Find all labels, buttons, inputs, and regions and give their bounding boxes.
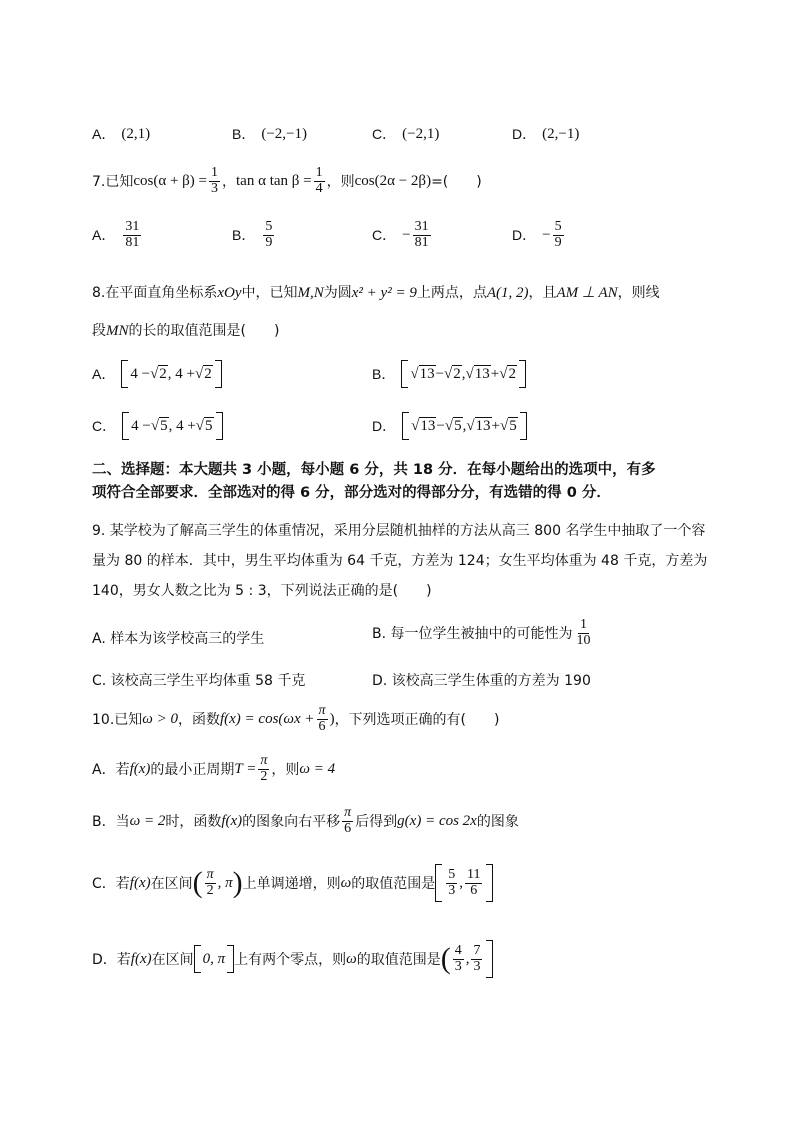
fraction	[575, 618, 593, 648]
right-bracket	[486, 864, 493, 902]
radicand: 2	[508, 366, 516, 382]
numerator: 31	[125, 219, 140, 234]
option-text: 的最小正周期	[150, 762, 235, 779]
fraction	[471, 944, 482, 974]
denominator: 9	[265, 234, 273, 250]
denominator: 2	[260, 768, 268, 784]
q8-text: 的长的取值范围是( )	[128, 323, 280, 339]
left-bracket	[402, 412, 409, 440]
denominator: 81	[414, 234, 429, 250]
q10-text: ，函数	[177, 712, 220, 729]
math: g(x) = cos 2x	[397, 812, 477, 829]
math: +	[490, 365, 500, 382]
q10-math: )	[329, 710, 335, 727]
numerator: 11	[466, 866, 481, 882]
option-text: ，则	[271, 762, 300, 779]
q10-option-c: C．若 f(x) 在区间 ( $\frac{\pi}{2}$ , π ) 上单调递增，则 ω 的取值范围是 $\frac{5}{3}$ , $\frac{11}{6}$	[92, 864, 493, 902]
q7-math: cos(α + β) =	[133, 172, 208, 189]
q8-math: A(1, 2)	[486, 285, 529, 301]
numerator: 5	[554, 219, 562, 234]
minus-sign: −	[402, 226, 411, 243]
q8-option-d: D． √ 13 − √ 5 , √ 13 + √ 5	[372, 412, 527, 440]
option-text: 时，函数	[165, 814, 222, 831]
option-text: (2,−1)	[542, 125, 580, 142]
fraction	[205, 868, 216, 898]
radicand: 5	[509, 418, 517, 434]
math: ,	[461, 365, 466, 382]
option-text: B. 每一位学生被抽中的可能性为	[372, 626, 573, 643]
option-label: C．	[372, 227, 397, 244]
left-bracket	[401, 360, 408, 388]
math: ,	[462, 417, 467, 434]
option-text: (2,1)	[121, 125, 151, 142]
q10-option-a	[92, 754, 335, 784]
q8-option-a: A． 4 − √ 2 , 4 + √ 2	[92, 360, 222, 388]
option-text: 在区间	[151, 952, 194, 968]
fraction	[413, 220, 431, 250]
q10-option-d: D．若 f(x) 在区间 0, π 上有两个零点，则 ω 的取值范围是 ( $\frac{4}{3}$ , $\frac{7}{3}$	[92, 940, 493, 978]
option-text: A．若	[92, 762, 130, 779]
numerator: π	[260, 753, 268, 768]
math: , 4 +	[167, 365, 196, 382]
option-label: B．	[232, 227, 256, 244]
math: 0, π	[202, 950, 226, 967]
numerator: π	[344, 805, 352, 820]
q8-option-b: B． √ 13 − √ 2 , √ 13 + √ 2	[372, 360, 526, 388]
radicand: 13	[474, 366, 490, 382]
math: −	[435, 365, 445, 382]
q9-stem-line3: 140，男女人数之比为 5 : 3，下列说法正确的是( )	[92, 583, 432, 599]
left-bracket	[121, 360, 128, 388]
right-bracket	[215, 360, 222, 388]
q9-option-a: A. 样本为该学校高三的学生	[92, 631, 265, 647]
denominator: 10	[576, 632, 591, 648]
fraction	[465, 868, 482, 898]
q10-option-b	[92, 806, 519, 836]
math: ω	[340, 874, 352, 891]
left-bracket	[194, 945, 201, 973]
right-bracket	[227, 945, 234, 973]
q7-option-b	[232, 220, 276, 250]
q9-option-d: D. 该校高三学生体重的方差为 190	[372, 673, 591, 689]
math: , 4 +	[168, 417, 196, 434]
right-bracket	[216, 412, 223, 440]
denominator: 3	[473, 958, 481, 974]
q6-option-c	[372, 124, 439, 144]
q8-text: 为圆	[323, 285, 352, 301]
radicand: 13	[419, 366, 435, 382]
option-text: 在区间	[150, 876, 193, 892]
denominator: 6	[470, 882, 478, 898]
fraction	[446, 868, 457, 898]
left-bracket	[122, 412, 129, 440]
left-paren: (	[440, 942, 451, 975]
math: , π	[217, 874, 233, 891]
q8-stem-line1	[92, 282, 660, 302]
q8-math: AM ⊥ AN	[556, 285, 618, 301]
denominator: 81	[125, 234, 140, 250]
denominator: 3	[454, 958, 462, 974]
numerator: π	[318, 703, 326, 718]
option-text: 的取值范围是	[351, 876, 436, 892]
math: f(x)	[221, 812, 243, 829]
fraction	[317, 704, 328, 734]
option-label: C．	[372, 126, 397, 142]
section-heading-line2: 项符合全部要求．全部选对的得 6 分，部分选对的得部分分，有选错的得 0 分．	[92, 485, 611, 501]
radicand: 13	[420, 418, 436, 434]
q8-math: M,N	[297, 285, 324, 301]
radicand: 13	[475, 418, 491, 434]
q8-option-c: C． 4 − √ 5 , 4 + √ 5	[92, 412, 223, 440]
right-bracket	[486, 940, 493, 978]
q6-option-d	[512, 124, 579, 144]
q7-text: =( )	[431, 174, 482, 191]
q7-option-d	[512, 220, 566, 250]
math: ω = 4	[299, 760, 336, 777]
denominator: 9	[554, 234, 562, 250]
option-text: 上有两个零点，则	[234, 952, 347, 968]
denominator: 6	[344, 820, 352, 836]
q8-text: 中，已知	[241, 285, 298, 301]
denominator: 2	[206, 882, 214, 898]
q10-math: f(x) = cos(ωx +	[219, 710, 315, 727]
numerator: 31	[414, 219, 429, 234]
option-label: D．	[512, 126, 537, 142]
q9-option-b	[372, 618, 595, 648]
section-heading-line1: 二、选择题：本大题共 3 小题，每小题 6 分，共 18 分．在每小题给出的选项中，有多	[92, 462, 656, 478]
q8-math: xOy	[217, 285, 242, 301]
q9-stem-line1: 9. 某学校为了解高三学生的体重情况，采用分层随机抽样的方法从高三 800 名学生中抽取了一个容	[92, 523, 706, 539]
q9-stem-line2: 量为 80 的样本．其中，男生平均体重为 64 千克，方差为 124；女生平均体重为 48 千克，方差为	[92, 553, 708, 569]
q7-text: ，则	[326, 174, 355, 191]
q8-math: MN	[106, 323, 129, 339]
q8-text: ，且	[528, 285, 557, 301]
q7-stem	[92, 166, 482, 196]
q7-option-c	[372, 220, 433, 250]
q8-text: ，则线	[617, 285, 660, 301]
fraction	[314, 166, 325, 196]
option-text: (−2,−1)	[261, 125, 308, 142]
radicand: 5	[205, 418, 213, 434]
numerator: 1	[580, 617, 588, 632]
q7-text: 7.已知	[92, 174, 134, 191]
right-bracket	[520, 412, 527, 440]
denominator: 6	[318, 718, 326, 734]
radicand: 5	[454, 418, 462, 434]
fraction	[258, 754, 269, 784]
math: f(x)	[129, 760, 151, 777]
q8-text: 上两点，点	[416, 285, 487, 301]
math: 4 −	[131, 417, 151, 434]
q9-option-c: C. 该校高三学生平均体重 58 千克	[92, 673, 306, 689]
q10-text: 10.已知	[92, 712, 143, 729]
q8-text: 8.在平面直角坐标系	[92, 285, 218, 301]
numerator: 4	[454, 942, 462, 958]
option-text: D．若	[92, 952, 131, 968]
math: f(x)	[129, 874, 151, 891]
right-bracket	[519, 360, 526, 388]
fraction	[342, 806, 353, 836]
q10-stem	[92, 704, 500, 734]
fraction	[453, 944, 464, 974]
q7-math: tan α tan β =	[236, 172, 312, 189]
fraction	[263, 220, 274, 250]
option-text: 后得到	[355, 814, 398, 831]
radicand: 5	[160, 418, 168, 434]
right-paren: )	[232, 866, 243, 899]
denominator: 3	[448, 882, 456, 898]
fraction	[553, 220, 564, 250]
q7-option-a	[92, 220, 143, 250]
denominator: 4	[315, 180, 323, 196]
option-label: B．	[232, 126, 256, 142]
option-text: 的取值范围是	[356, 952, 441, 968]
numerator: π	[206, 866, 214, 882]
q6-option-a	[92, 124, 150, 144]
denominator: 3	[211, 180, 219, 196]
q7-math: cos(2α − 2β)	[354, 172, 432, 189]
math: ω	[346, 950, 357, 967]
q6-option-b	[232, 124, 307, 144]
math: −	[436, 417, 445, 434]
math: f(x)	[130, 950, 152, 967]
math: T =	[234, 760, 257, 777]
numerator: 5	[265, 219, 273, 234]
left-bracket	[435, 864, 442, 902]
left-paren: (	[192, 866, 203, 899]
option-label: D．	[372, 418, 397, 434]
radicand: 2	[453, 366, 461, 382]
fraction	[209, 166, 220, 196]
q8-stem-line2	[92, 320, 279, 340]
option-text: 的图象	[476, 814, 519, 831]
option-text: C．若	[92, 876, 130, 892]
q10-text: ，下列选项正确的有( )	[334, 712, 500, 729]
fraction	[123, 220, 141, 250]
numerator: 7	[473, 942, 481, 958]
q10-math: ω > 0	[142, 710, 178, 727]
q8-math: x² + y² = 9	[351, 285, 417, 301]
radicand: 2	[159, 366, 167, 382]
numerator: 1	[211, 165, 219, 180]
option-text: 上单调递增，则	[242, 876, 341, 892]
option-label: A．	[92, 366, 116, 382]
math: 4 −	[130, 365, 151, 382]
option-text: 的图象向右平移	[242, 814, 341, 831]
option-label: A．	[92, 227, 116, 244]
radicand: 2	[204, 366, 212, 382]
q8-text: 段	[92, 323, 106, 339]
q7-text: ，	[222, 174, 237, 191]
math: ω = 2	[129, 812, 166, 829]
option-label: C．	[92, 418, 117, 434]
math: +	[491, 417, 501, 434]
numerator: 5	[448, 866, 456, 882]
option-text: (−2,1)	[402, 125, 440, 142]
minus-sign: −	[542, 226, 551, 243]
option-label: D．	[512, 227, 537, 244]
option-label: B．	[372, 366, 396, 382]
option-text: B．当	[92, 814, 130, 831]
numerator: 1	[315, 165, 323, 180]
option-label: A．	[92, 126, 116, 142]
